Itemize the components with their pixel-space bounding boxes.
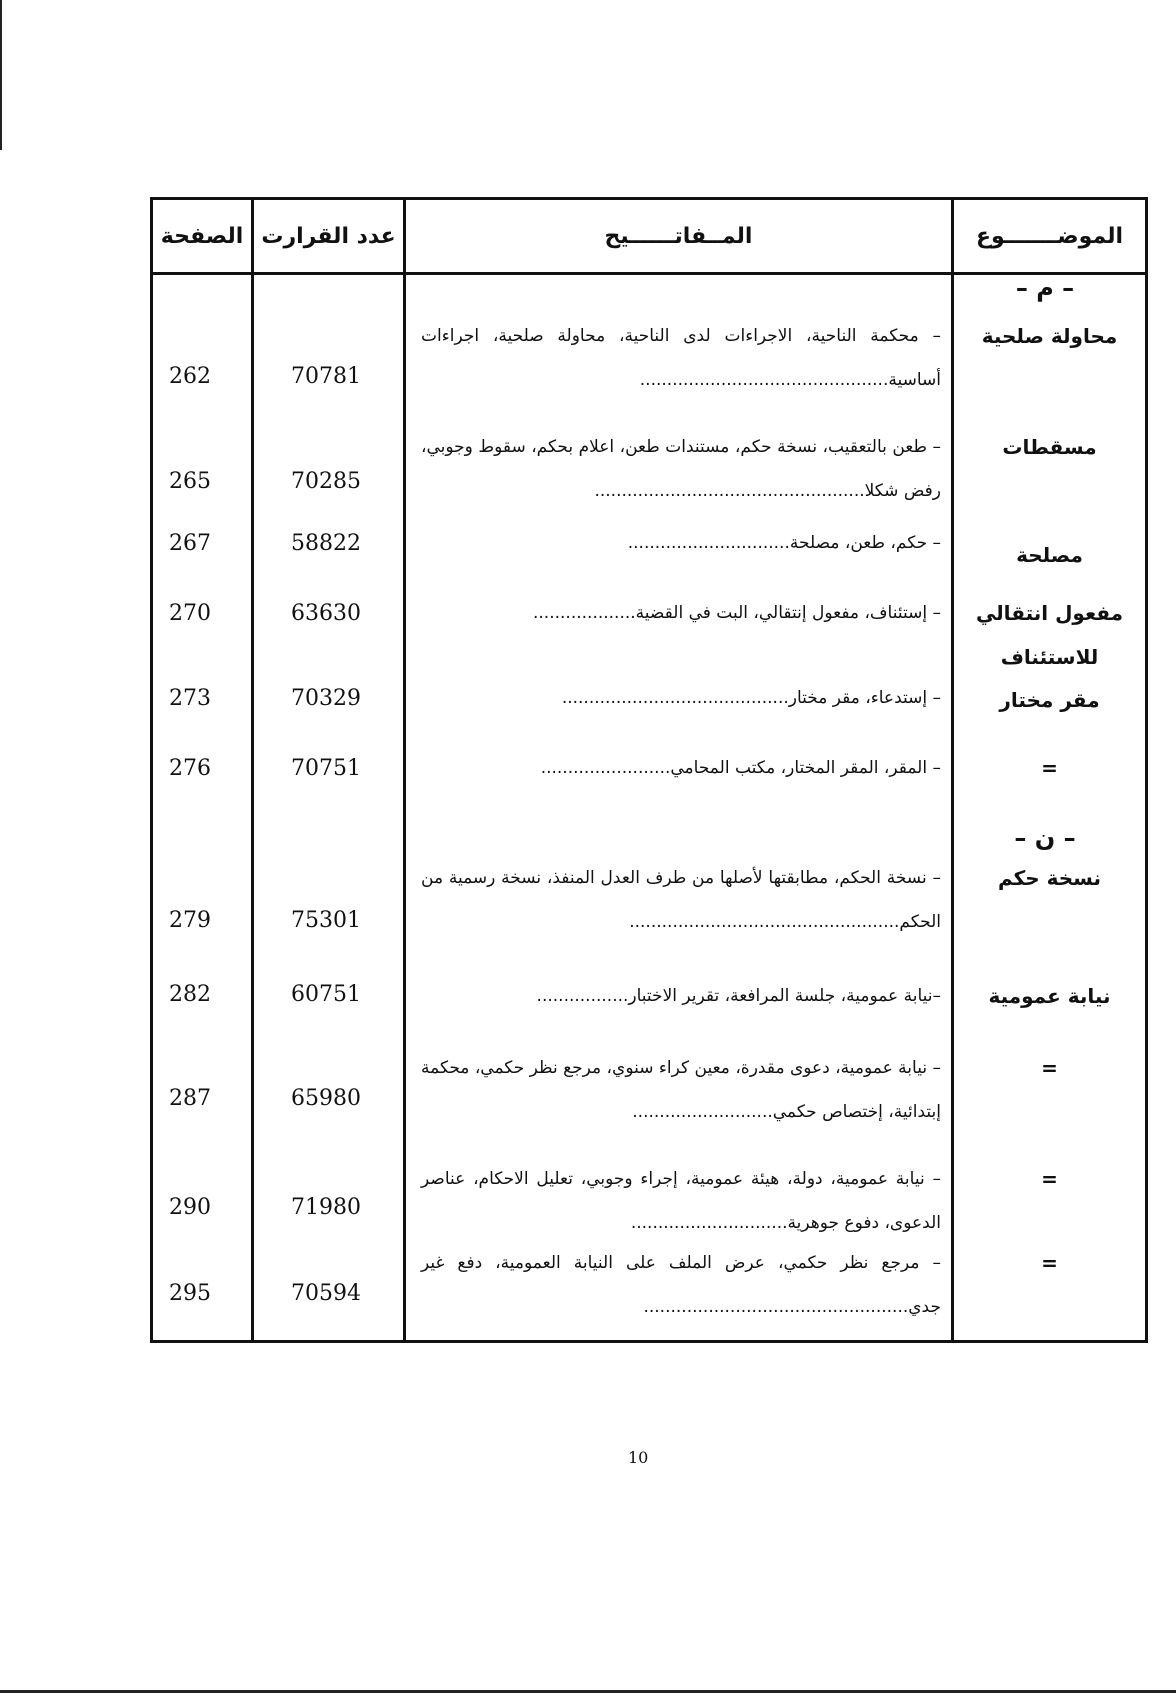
header-subject: الموضـــــــوع (975, 223, 1124, 249)
table-row (153, 531, 1145, 575)
page-cell: 287 (169, 1086, 211, 1111)
subject-cell: = (1041, 1251, 1058, 1275)
table-row (153, 314, 1145, 402)
decision-number-cell: 63630 (291, 601, 361, 626)
subject-cell: نسخة حكم (997, 866, 1102, 890)
subject-cell: مفعول انتقالي للاستئناف (975, 601, 1124, 669)
keywords-cell: – نيابة عمومية، دولة، هيئة عمومية، إجراء وجوبي، تعليل الاحكام، عناصر الدعوى، دفوع جوهرية............................. (421, 1169, 941, 1233)
subject-cell: مسقطات (1002, 435, 1097, 459)
subject-cell: نيابة عمومية (988, 984, 1111, 1008)
page-cell: 265 (169, 469, 211, 494)
section-letter: – ن – (1014, 824, 1076, 852)
decision-number-cell: 60751 (291, 982, 361, 1007)
header-page: الصفحة (160, 223, 244, 249)
page-cell: 276 (169, 756, 211, 781)
index-table (150, 197, 1148, 1343)
table-row (153, 1046, 1145, 1134)
table-row (153, 425, 1145, 513)
page-cell: 267 (169, 531, 211, 556)
decision-number-cell: 70285 (291, 469, 361, 494)
subject-cell: مصلحة (1016, 543, 1083, 567)
keywords-cell: – نيابة عمومية، دعوى مقدرة، معين كراء سنوي، مرجع نظر حكمي، محكمة إبتدائية، إختصاص حكمي.......................... (421, 1058, 941, 1122)
table-row (153, 686, 1145, 730)
subject-cell: = (1041, 756, 1058, 780)
keywords-cell: – إستدعاء، مقر مختار.......................................... (561, 688, 941, 708)
keywords-cell: –نيابة عمومية، جلسة المرافعة، تقرير الاختبار................. (536, 986, 941, 1006)
page-cell: 262 (169, 364, 211, 389)
section-letter: – م – (1015, 274, 1075, 302)
keywords-cell: – نسخة الحكم، مطابقتها لأصلها من طرف العدل المنفذ، نسخة رسمية من الحكم.................................................. (421, 868, 941, 932)
keywords-cell: – إستئناف، مفعول إنتقالي، البت في القضية................... (533, 603, 941, 623)
scan-edge-mark (0, 0, 2, 150)
decision-number-cell: 75301 (291, 908, 361, 933)
table-row (153, 1157, 1145, 1245)
subject-cell: مقر مختار (999, 688, 1100, 712)
decision-number-cell: 65980 (291, 1086, 361, 1111)
decision-number-cell: 70781 (291, 364, 361, 389)
keywords-cell: – طعن بالتعقيب، نسخة حكم، مستندات طعن، اعلام بحكم، سقوط وجوبي، رفض شكلا.................................................. (421, 437, 941, 501)
decision-number-cell: 58822 (291, 531, 361, 556)
decision-number-cell: 70751 (291, 756, 361, 781)
page-cell: 282 (169, 982, 211, 1007)
subject-cell: محاولة صلحية (981, 324, 1118, 348)
page-cell: 295 (169, 1281, 211, 1306)
header-decision-number: عدد القرارت (261, 223, 396, 249)
scan-bottom-edge (0, 1690, 1176, 1693)
table-row (153, 982, 1145, 1026)
header-keywords: المــفاتــــــيح (604, 223, 753, 249)
decision-number-cell: 70594 (291, 1281, 361, 1306)
keywords-cell: – حكم، طعن، مصلحة.............................. (627, 533, 941, 553)
page-cell: 279 (169, 908, 211, 933)
keywords-cell: – مرجع نظر حكمي، عرض الملف على النيابة العمومية، دفع غير جدي................................................. (421, 1253, 941, 1317)
table-row (153, 756, 1145, 800)
decision-number-cell: 71980 (291, 1195, 361, 1220)
page-cell: 270 (169, 601, 211, 626)
table-row (153, 1241, 1145, 1329)
page-cell: 290 (169, 1195, 211, 1220)
keywords-cell: – محكمة الناحية، الاجراءات لدى الناحية، محاولة صلحية، اجراءات أساسية.............................................. (421, 326, 941, 390)
table-row (153, 856, 1145, 944)
subject-cell: = (1041, 1167, 1058, 1191)
decision-number-cell: 70329 (291, 686, 361, 711)
page-number: 10 (628, 1448, 649, 1467)
page-cell: 273 (169, 686, 211, 711)
subject-cell: = (1041, 1056, 1058, 1080)
keywords-cell: – المقر، المقر المختار، مكتب المحامي........................ (540, 758, 941, 778)
